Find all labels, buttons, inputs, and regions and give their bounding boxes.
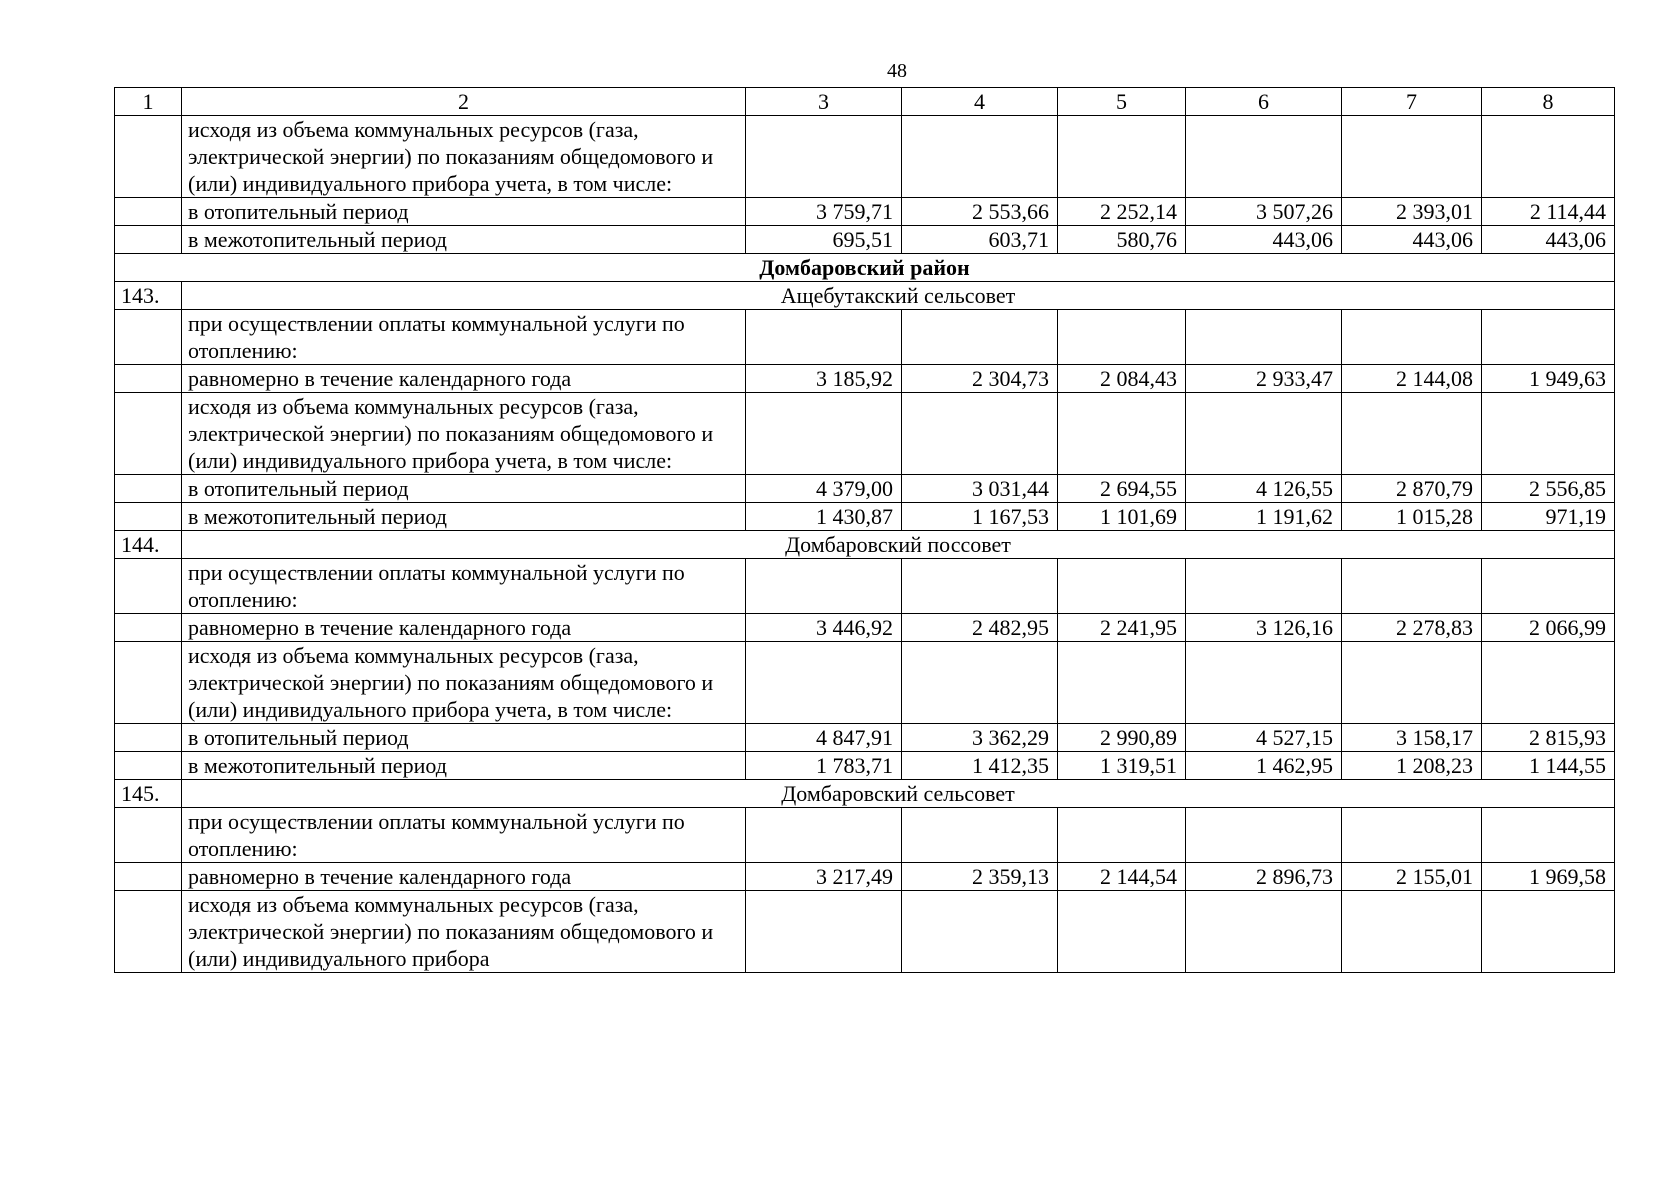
value-cell: 2 553,66 bbox=[902, 198, 1058, 226]
value-cell bbox=[746, 116, 902, 198]
value-cell bbox=[1186, 310, 1342, 365]
value-cell bbox=[1342, 642, 1482, 724]
value-cell bbox=[902, 393, 1058, 475]
value-cell bbox=[1482, 891, 1615, 973]
value-cell: 4 126,55 bbox=[1186, 475, 1342, 503]
value-cell bbox=[1186, 116, 1342, 198]
value-cell bbox=[902, 891, 1058, 973]
value-cell bbox=[1342, 393, 1482, 475]
value-cell bbox=[1058, 559, 1186, 614]
value-cell bbox=[1342, 116, 1482, 198]
row-index-cell bbox=[115, 393, 182, 475]
value-cell: 2 815,93 bbox=[1482, 724, 1615, 752]
value-cell: 2 933,47 bbox=[1186, 365, 1342, 393]
row-index-cell bbox=[115, 752, 182, 780]
value-cell: 695,51 bbox=[746, 226, 902, 254]
settlement-title: Ащебутакский сельсовет bbox=[182, 282, 1615, 310]
value-cell: 3 217,49 bbox=[746, 863, 902, 891]
value-cell bbox=[746, 393, 902, 475]
value-cell bbox=[902, 642, 1058, 724]
row-description: исходя из объема коммунальных ресурсов (газа, электрической энергии) по показаниям общедомового и (или) индивидуального прибора учета, в том числе: bbox=[182, 116, 746, 198]
row-label: в отопительный период bbox=[182, 198, 746, 226]
row-index-cell bbox=[115, 116, 182, 198]
value-cell: 2 084,43 bbox=[1058, 365, 1186, 393]
value-cell: 1 949,63 bbox=[1482, 365, 1615, 393]
tariff-row bbox=[115, 752, 1615, 780]
value-cell: 1 969,58 bbox=[1482, 863, 1615, 891]
value-cell bbox=[1482, 116, 1615, 198]
row-label: равномерно в течение календарного года bbox=[182, 863, 746, 891]
tariff-row bbox=[115, 365, 1615, 393]
tariff-row bbox=[115, 198, 1615, 226]
value-cell: 2 393,01 bbox=[1342, 198, 1482, 226]
row-index-cell bbox=[115, 198, 182, 226]
value-cell: 3 759,71 bbox=[746, 198, 902, 226]
tariff-table bbox=[114, 87, 1615, 973]
value-cell: 2 359,13 bbox=[902, 863, 1058, 891]
value-cell bbox=[1342, 808, 1482, 863]
value-cell: 2 066,99 bbox=[1482, 614, 1615, 642]
value-cell: 1 144,55 bbox=[1482, 752, 1615, 780]
row-description: исходя из объема коммунальных ресурсов (газа, электрической энергии) по показаниям общедомового и (или) индивидуального прибора учета, в том числе: bbox=[182, 393, 746, 475]
value-cell: 603,71 bbox=[902, 226, 1058, 254]
settlement-row bbox=[115, 531, 1615, 559]
value-cell: 3 446,92 bbox=[746, 614, 902, 642]
value-cell: 4 379,00 bbox=[746, 475, 902, 503]
row-index-cell bbox=[115, 808, 182, 863]
value-cell: 2 694,55 bbox=[1058, 475, 1186, 503]
value-cell bbox=[1186, 891, 1342, 973]
value-cell bbox=[1342, 310, 1482, 365]
value-cell: 3 362,29 bbox=[902, 724, 1058, 752]
row-description: при осуществлении оплаты коммунальной услуги по отоплению: bbox=[182, 310, 746, 365]
column-number-row bbox=[115, 88, 1615, 116]
tariff-row bbox=[115, 503, 1615, 531]
row-index-cell bbox=[115, 891, 182, 973]
value-cell bbox=[746, 310, 902, 365]
value-cell: 1 412,35 bbox=[902, 752, 1058, 780]
row-index-cell bbox=[115, 559, 182, 614]
value-cell bbox=[1058, 116, 1186, 198]
value-cell bbox=[902, 808, 1058, 863]
settlement-title: Домбаровский поссовет bbox=[182, 531, 1615, 559]
settlement-title: Домбаровский сельсовет bbox=[182, 780, 1615, 808]
row-index-cell bbox=[115, 614, 182, 642]
column-number: 5 bbox=[1058, 88, 1186, 116]
row-description: исходя из объема коммунальных ресурсов (газа, электрической энергии) по показаниям общедомового и (или) индивидуального прибора bbox=[182, 891, 746, 973]
description-row bbox=[115, 310, 1615, 365]
value-cell: 2 144,54 bbox=[1058, 863, 1186, 891]
district-row bbox=[115, 254, 1615, 282]
value-cell: 2 304,73 bbox=[902, 365, 1058, 393]
row-description: при осуществлении оплаты коммунальной услуги по отоплению: bbox=[182, 559, 746, 614]
value-cell bbox=[1186, 808, 1342, 863]
tariff-row bbox=[115, 475, 1615, 503]
district-title: Домбаровский район bbox=[115, 254, 1615, 282]
row-index-cell bbox=[115, 226, 182, 254]
value-cell: 2 870,79 bbox=[1342, 475, 1482, 503]
column-number: 1 bbox=[115, 88, 182, 116]
value-cell bbox=[1482, 559, 1615, 614]
row-index-cell bbox=[115, 642, 182, 724]
value-cell: 1 430,87 bbox=[746, 503, 902, 531]
value-cell: 1 015,28 bbox=[1342, 503, 1482, 531]
value-cell: 971,19 bbox=[1482, 503, 1615, 531]
value-cell: 4 847,91 bbox=[746, 724, 902, 752]
value-cell: 4 527,15 bbox=[1186, 724, 1342, 752]
row-index-cell bbox=[115, 365, 182, 393]
value-cell: 1 783,71 bbox=[746, 752, 902, 780]
value-cell: 580,76 bbox=[1058, 226, 1186, 254]
description-row bbox=[115, 393, 1615, 475]
row-index: 143. bbox=[115, 282, 182, 310]
tariff-row bbox=[115, 226, 1615, 254]
row-index-cell bbox=[115, 310, 182, 365]
value-cell: 2 252,14 bbox=[1058, 198, 1186, 226]
value-cell bbox=[1058, 393, 1186, 475]
value-cell: 2 278,83 bbox=[1342, 614, 1482, 642]
description-row bbox=[115, 559, 1615, 614]
value-cell: 3 185,92 bbox=[746, 365, 902, 393]
row-label: равномерно в течение календарного года bbox=[182, 365, 746, 393]
row-label: в отопительный период bbox=[182, 724, 746, 752]
value-cell bbox=[746, 808, 902, 863]
column-number: 6 bbox=[1186, 88, 1342, 116]
tariff-row bbox=[115, 614, 1615, 642]
row-index: 144. bbox=[115, 531, 182, 559]
table-body bbox=[115, 88, 1615, 973]
value-cell: 3 031,44 bbox=[902, 475, 1058, 503]
value-cell: 1 101,69 bbox=[1058, 503, 1186, 531]
value-cell: 443,06 bbox=[1342, 226, 1482, 254]
value-cell: 2 241,95 bbox=[1058, 614, 1186, 642]
value-cell bbox=[1482, 310, 1615, 365]
value-cell bbox=[746, 559, 902, 614]
value-cell: 2 482,95 bbox=[902, 614, 1058, 642]
value-cell: 443,06 bbox=[1482, 226, 1615, 254]
row-index-cell bbox=[115, 475, 182, 503]
value-cell: 2 155,01 bbox=[1342, 863, 1482, 891]
column-number: 8 bbox=[1482, 88, 1615, 116]
value-cell: 2 896,73 bbox=[1186, 863, 1342, 891]
row-description: при осуществлении оплаты коммунальной услуги по отоплению: bbox=[182, 808, 746, 863]
value-cell bbox=[902, 116, 1058, 198]
value-cell: 3 507,26 bbox=[1186, 198, 1342, 226]
value-cell bbox=[746, 891, 902, 973]
value-cell: 2 114,44 bbox=[1482, 198, 1615, 226]
value-cell bbox=[1482, 642, 1615, 724]
row-index-cell bbox=[115, 863, 182, 891]
value-cell bbox=[746, 642, 902, 724]
row-label: в межотопительный период bbox=[182, 226, 746, 254]
row-index-cell bbox=[115, 724, 182, 752]
page-number: 48 bbox=[887, 60, 907, 82]
row-label: в отопительный период bbox=[182, 475, 746, 503]
value-cell bbox=[1482, 808, 1615, 863]
settlement-row bbox=[115, 282, 1615, 310]
value-cell bbox=[1058, 808, 1186, 863]
value-cell: 1 208,23 bbox=[1342, 752, 1482, 780]
tariff-row bbox=[115, 724, 1615, 752]
column-number: 3 bbox=[746, 88, 902, 116]
column-number: 7 bbox=[1342, 88, 1482, 116]
description-row bbox=[115, 808, 1615, 863]
row-index: 145. bbox=[115, 780, 182, 808]
description-row bbox=[115, 891, 1615, 973]
value-cell bbox=[1186, 393, 1342, 475]
description-row bbox=[115, 642, 1615, 724]
tariff-row bbox=[115, 863, 1615, 891]
value-cell: 3 158,17 bbox=[1342, 724, 1482, 752]
value-cell bbox=[902, 310, 1058, 365]
column-number: 2 bbox=[182, 88, 746, 116]
value-cell bbox=[902, 559, 1058, 614]
value-cell bbox=[1058, 310, 1186, 365]
row-index-cell bbox=[115, 503, 182, 531]
value-cell bbox=[1342, 891, 1482, 973]
value-cell: 2 556,85 bbox=[1482, 475, 1615, 503]
value-cell bbox=[1186, 559, 1342, 614]
row-description: исходя из объема коммунальных ресурсов (газа, электрической энергии) по показаниям общедомового и (или) индивидуального прибора учета, в том числе: bbox=[182, 642, 746, 724]
value-cell: 3 126,16 bbox=[1186, 614, 1342, 642]
value-cell bbox=[1342, 559, 1482, 614]
value-cell: 2 990,89 bbox=[1058, 724, 1186, 752]
value-cell: 1 167,53 bbox=[902, 503, 1058, 531]
value-cell: 2 144,08 bbox=[1342, 365, 1482, 393]
value-cell bbox=[1058, 642, 1186, 724]
value-cell bbox=[1058, 891, 1186, 973]
column-number: 4 bbox=[902, 88, 1058, 116]
row-label: в межотопительный период bbox=[182, 503, 746, 531]
description-row bbox=[115, 116, 1615, 198]
value-cell: 1 191,62 bbox=[1186, 503, 1342, 531]
value-cell: 1 462,95 bbox=[1186, 752, 1342, 780]
row-label: равномерно в течение календарного года bbox=[182, 614, 746, 642]
value-cell: 1 319,51 bbox=[1058, 752, 1186, 780]
value-cell: 443,06 bbox=[1186, 226, 1342, 254]
row-label: в межотопительный период bbox=[182, 752, 746, 780]
settlement-row bbox=[115, 780, 1615, 808]
value-cell bbox=[1186, 642, 1342, 724]
value-cell bbox=[1482, 393, 1615, 475]
